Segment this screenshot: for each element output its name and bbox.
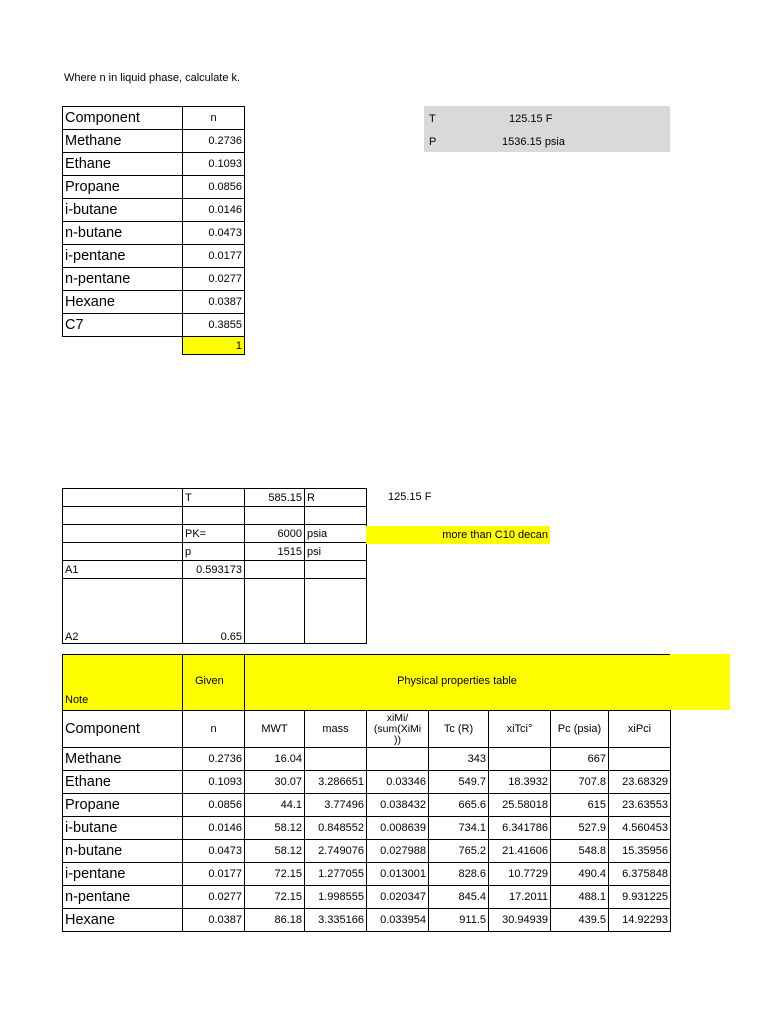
table-row	[63, 107, 245, 130]
t-value[interactable]: 125.15 F	[509, 113, 553, 125]
xipci-value[interactable]: 6.375848	[609, 863, 671, 886]
n-value[interactable]: 0.1093	[183, 771, 245, 794]
n-value[interactable]: 0.0473	[183, 840, 245, 863]
component-name[interactable]: Methane	[63, 748, 183, 771]
p-unit: psi	[305, 543, 367, 561]
xitci-value[interactable]: 17.2011	[489, 886, 551, 909]
component-name[interactable]: Ethane	[63, 153, 183, 176]
table-row	[63, 863, 671, 886]
col-header: xiTci°	[489, 711, 551, 748]
table-row	[63, 130, 245, 153]
xipci-value[interactable]: 15.35956	[609, 840, 671, 863]
component-name[interactable]: i-butane	[63, 199, 183, 222]
table-row	[63, 199, 245, 222]
p-label: P	[429, 136, 437, 148]
xitci-value[interactable]: 10.7729	[489, 863, 551, 886]
component-name[interactable]: n-butane	[63, 840, 183, 863]
pk-note	[366, 526, 550, 544]
pc-value[interactable]: 488.1	[551, 886, 609, 909]
a1-value[interactable]: 0.593173	[183, 561, 245, 579]
component-n[interactable]: 0.0856	[183, 176, 245, 199]
component-name[interactable]: Propane	[63, 176, 183, 199]
tc-value[interactable]: 845.4	[429, 886, 489, 909]
mwt-value[interactable]: 72.15	[245, 886, 305, 909]
component-name[interactable]: n-butane	[63, 222, 183, 245]
component-name[interactable]: Hexane	[63, 909, 183, 932]
mass-value[interactable]: 1.998555	[305, 886, 367, 909]
note-label: Note	[65, 694, 89, 706]
xipci-value[interactable]: 23.68329	[609, 771, 671, 794]
table-row	[63, 489, 367, 507]
component-name[interactable]: C7	[63, 314, 183, 337]
component-n[interactable]: 0.0473	[183, 222, 245, 245]
p-value[interactable]: 1536.15 psia	[502, 136, 565, 148]
tc-value[interactable]: 765.2	[429, 840, 489, 863]
mwt-value[interactable]: 30.07	[245, 771, 305, 794]
table-row	[63, 176, 245, 199]
component-name[interactable]: n-pentane	[63, 886, 183, 909]
mwt-value[interactable]: 44.1	[245, 794, 305, 817]
table-row	[63, 771, 671, 794]
col-header: Tc (R)	[429, 711, 489, 748]
pc-value[interactable]: 548.8	[551, 840, 609, 863]
table-row	[63, 268, 245, 291]
a2-label: A2	[63, 579, 183, 644]
given-label: Given	[195, 675, 224, 687]
table-row	[63, 840, 671, 863]
table-row	[63, 748, 671, 771]
a1-label: A1	[63, 561, 183, 579]
mass-value[interactable]: 3.335166	[305, 909, 367, 932]
pk-value[interactable]: 6000	[245, 525, 305, 543]
n-value[interactable]: 0.0146	[183, 817, 245, 840]
xitci-value[interactable]: 30.94939	[489, 909, 551, 932]
properties-title: Physical properties table	[397, 675, 517, 687]
col-header: mass	[305, 711, 367, 748]
tc-value[interactable]: 549.7	[429, 771, 489, 794]
component-n[interactable]: 0.0146	[183, 199, 245, 222]
mwt-value[interactable]: 72.15	[245, 863, 305, 886]
n-value[interactable]: 0.0177	[183, 863, 245, 886]
properties-table	[62, 710, 671, 932]
table-row	[63, 245, 245, 268]
component-n[interactable]: 0.3855	[183, 314, 245, 337]
table-header-row	[63, 711, 671, 748]
component-name[interactable]: i-butane	[63, 817, 183, 840]
table-row	[63, 579, 367, 644]
fraction-value[interactable]: 0.033954	[367, 909, 429, 932]
col-header: n	[183, 711, 245, 748]
mwt-value[interactable]: 58.12	[245, 840, 305, 863]
table-row	[63, 886, 671, 909]
xipci-value[interactable]: 9.931225	[609, 886, 671, 909]
table-row	[63, 543, 367, 561]
component-name[interactable]: Propane	[63, 794, 183, 817]
conditions-block	[424, 106, 670, 152]
pc-value[interactable]: 490.4	[551, 863, 609, 886]
fraction-value[interactable]: 0.013001	[367, 863, 429, 886]
tc-value[interactable]: 343	[429, 748, 489, 771]
composition-table	[62, 106, 245, 355]
p-label: p	[183, 543, 245, 561]
component-name[interactable]: Methane	[63, 130, 183, 153]
header-component: Component	[63, 107, 183, 130]
xitci-value[interactable]: 6.341786	[489, 817, 551, 840]
xitci-value[interactable]: 25.58018	[489, 794, 551, 817]
fraction-value[interactable]: 0.03346	[367, 771, 429, 794]
fraction-value[interactable]: 0.038432	[367, 794, 429, 817]
t-label: T	[429, 113, 436, 125]
xitci-value[interactable]: 18.3932	[489, 771, 551, 794]
n-value[interactable]: 0.0277	[183, 886, 245, 909]
header-n: n	[183, 107, 245, 130]
total-cell[interactable]: 1	[183, 337, 245, 355]
t-fahrenheit: 125.15 F	[388, 491, 432, 503]
pk-unit: psia	[305, 525, 367, 543]
table-row	[63, 561, 367, 579]
mass-value[interactable]: 1.277055	[305, 863, 367, 886]
table-row	[63, 222, 245, 245]
component-name[interactable]: i-pentane	[63, 863, 183, 886]
table-row	[63, 525, 367, 543]
mwt-value[interactable]: 58.12	[245, 817, 305, 840]
table-row	[63, 507, 367, 525]
xitci-value[interactable]: 21.41606	[489, 840, 551, 863]
n-value[interactable]: 0.0387	[183, 909, 245, 932]
pk-label: PK=	[183, 525, 245, 543]
tc-value[interactable]: 734.1	[429, 817, 489, 840]
xipci-value[interactable]	[609, 748, 671, 771]
component-n[interactable]: 0.0277	[183, 268, 245, 291]
mass-value[interactable]: 2.749076	[305, 840, 367, 863]
fraction-value[interactable]: 0.008639	[367, 817, 429, 840]
pc-value[interactable]: 527.9	[551, 817, 609, 840]
t-label: T	[183, 489, 245, 507]
component-n[interactable]: 0.2736	[183, 130, 245, 153]
pk-note-text: more than C10 decan	[442, 529, 548, 541]
p-value[interactable]: 1515	[245, 543, 305, 561]
col-header: xiPci	[609, 711, 671, 748]
pc-value[interactable]: 667	[551, 748, 609, 771]
fraction-value[interactable]: 0.020347	[367, 886, 429, 909]
xipci-value[interactable]: 23.63553	[609, 794, 671, 817]
t-value[interactable]: 585.15	[245, 489, 305, 507]
mwt-value[interactable]: 86.18	[245, 909, 305, 932]
col-header: Component	[63, 711, 183, 748]
mass-value[interactable]: 3.77496	[305, 794, 367, 817]
a2-value[interactable]: 0.65	[183, 579, 245, 644]
mass-value[interactable]	[305, 748, 367, 771]
n-value[interactable]: 0.2736	[183, 748, 245, 771]
col-header: xiMi/ (sum(XiMi ))	[367, 711, 429, 748]
tc-value[interactable]: 828.6	[429, 863, 489, 886]
col-header: Pc (psia)	[551, 711, 609, 748]
pc-value[interactable]: 439.5	[551, 909, 609, 932]
component-name[interactable]: n-pentane	[63, 268, 183, 291]
component-n[interactable]: 0.1093	[183, 153, 245, 176]
table-row	[63, 817, 671, 840]
tc-value[interactable]: 665.6	[429, 794, 489, 817]
parameters-table	[62, 488, 367, 644]
tc-value[interactable]: 911.5	[429, 909, 489, 932]
table-row	[63, 909, 671, 932]
xipci-value[interactable]: 14.92293	[609, 909, 671, 932]
xipci-value[interactable]: 4.560453	[609, 817, 671, 840]
table-row	[63, 314, 245, 337]
n-value[interactable]: 0.0856	[183, 794, 245, 817]
fraction-value[interactable]	[367, 748, 429, 771]
table-row	[63, 153, 245, 176]
pc-value[interactable]: 615	[551, 794, 609, 817]
table-row	[63, 794, 671, 817]
component-name[interactable]: Hexane	[63, 291, 183, 314]
component-name[interactable]: Ethane	[63, 771, 183, 794]
mass-value[interactable]: 3.286651	[305, 771, 367, 794]
pc-value[interactable]: 707.8	[551, 771, 609, 794]
t-unit: R	[305, 489, 367, 507]
mass-value[interactable]: 0.848552	[305, 817, 367, 840]
col-header: MWT	[245, 711, 305, 748]
xitci-value[interactable]	[489, 748, 551, 771]
component-n[interactable]: 0.0387	[183, 291, 245, 314]
table-row	[63, 337, 245, 355]
table-row	[63, 291, 245, 314]
intro-text: Where n in liquid phase, calculate k.	[64, 72, 241, 84]
component-name[interactable]: i-pentane	[63, 245, 183, 268]
component-n[interactable]: 0.0177	[183, 245, 245, 268]
properties-body	[63, 748, 671, 932]
mwt-value[interactable]: 16.04	[245, 748, 305, 771]
fraction-value[interactable]: 0.027988	[367, 840, 429, 863]
